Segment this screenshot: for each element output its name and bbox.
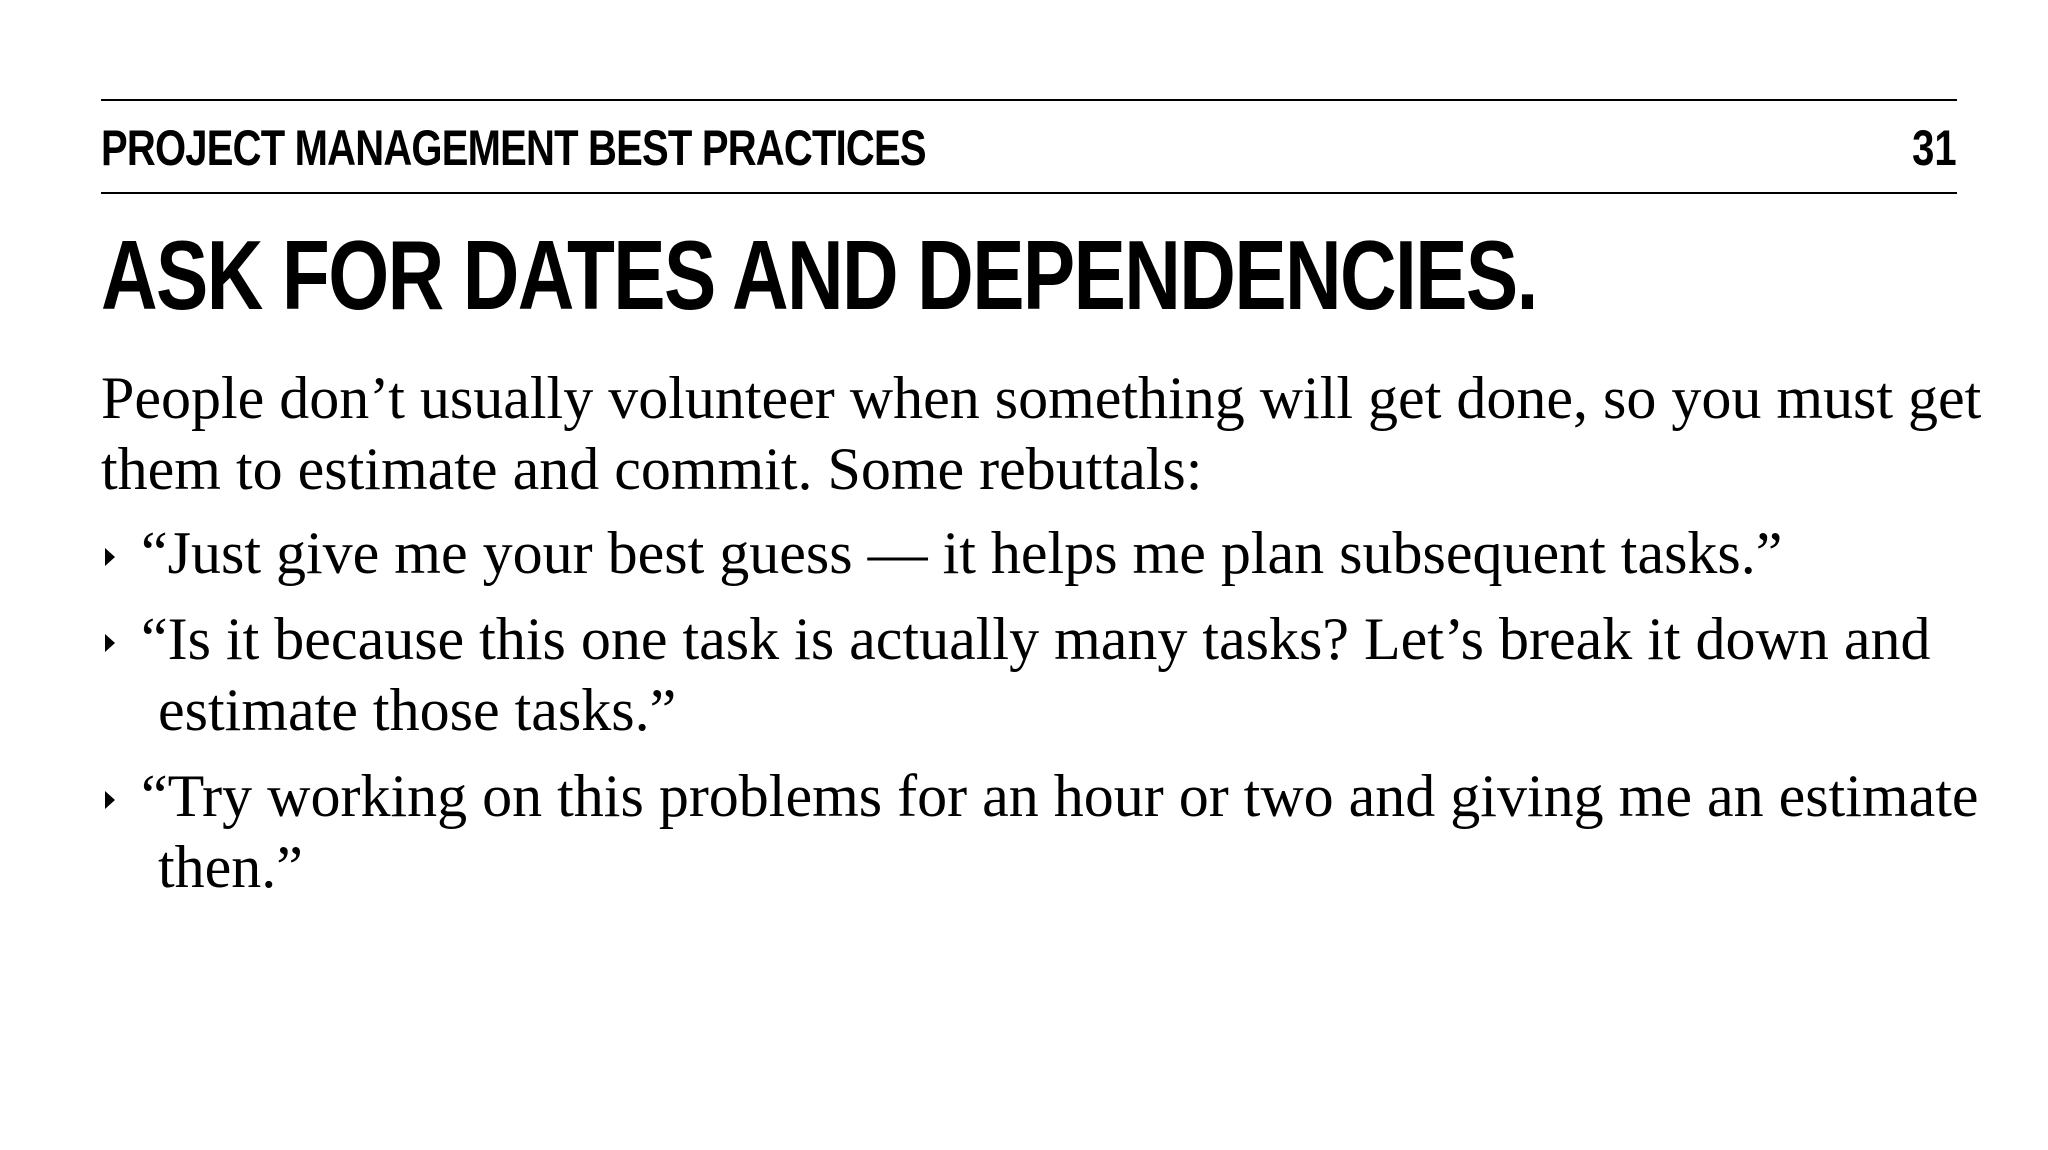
page-headline: ASK FOR DATES AND DEPENDENCIES.: [101, 220, 1537, 330]
list-item-text: “Is it because this one task is actually many tasks? Let’s break it down and estimate those tasks.”: [141, 606, 1931, 743]
section-title: PROJECT MANAGEMENT BEST PRACTICES: [101, 120, 926, 176]
triangle-right-icon: [105, 548, 115, 566]
list-item-text: “Just give me your best guess — it helps me plan subsequent tasks.”: [141, 520, 1783, 586]
page-number: 31: [1912, 120, 1957, 176]
intro-paragraph: People don’t usually volunteer when something will get done, so you must get them to estimate and commit. Some rebuttals:: [101, 365, 1982, 502]
triangle-right-icon: [105, 791, 115, 809]
list-item: [101, 604, 1981, 746]
rebuttal-list: [101, 518, 1981, 918]
list-item: [101, 761, 1981, 903]
triangle-right-icon: [105, 634, 115, 652]
list-item-text: “Try working on this problems for an hour or two and giving me an estimate then.”: [141, 763, 1979, 900]
list-item: [101, 518, 1981, 589]
page-header: [101, 99, 1957, 194]
